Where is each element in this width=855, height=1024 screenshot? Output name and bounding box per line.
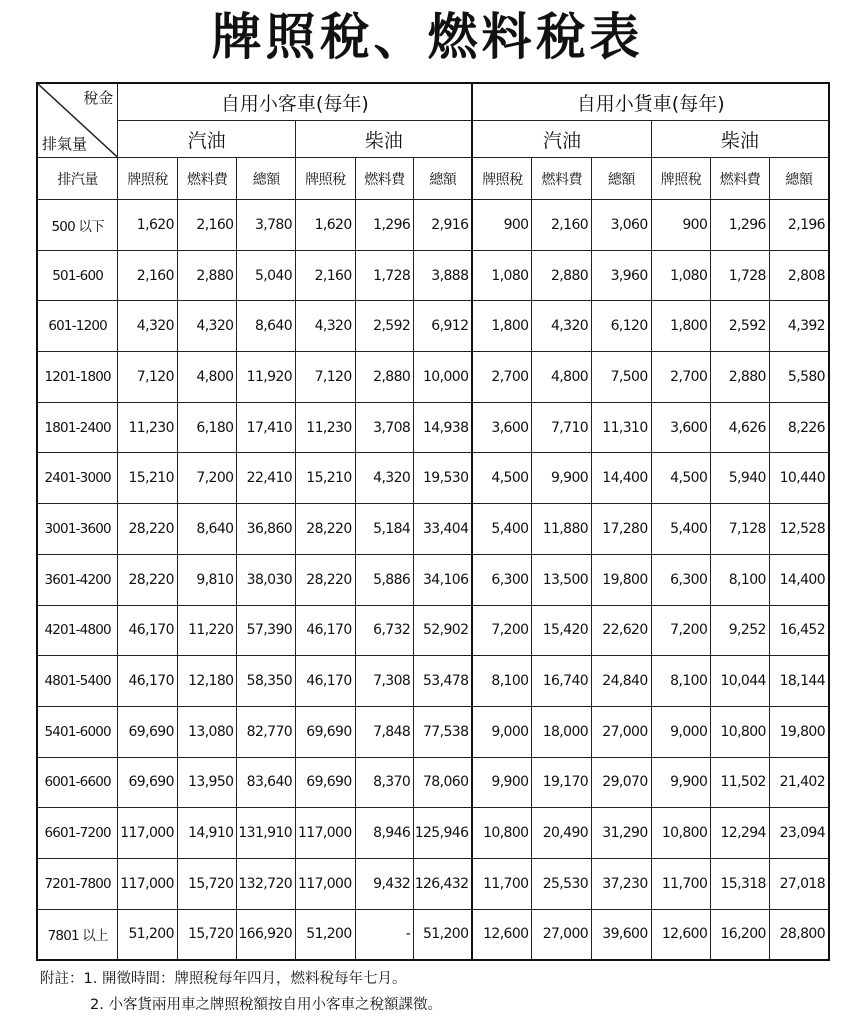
tax-value-cell: 7,848 <box>355 706 414 757</box>
tax-value-cell: 2,916 <box>414 200 473 251</box>
tax-value-cell: 6,120 <box>592 301 652 352</box>
tax-value-cell: 3,060 <box>592 200 652 251</box>
tax-value-cell: 6,180 <box>177 402 237 453</box>
displacement-cell: 4201-4800 <box>37 605 118 656</box>
tax-value-cell: 69,690 <box>296 757 356 808</box>
tax-value-cell: 33,404 <box>414 504 473 555</box>
tax-value-cell: 1,296 <box>355 200 414 251</box>
tax-value-cell: 6,300 <box>472 554 532 605</box>
tax-value-cell: 1,728 <box>355 250 414 301</box>
tax-value-cell: 9,900 <box>472 757 532 808</box>
footnote: 2. 小客貨兩用車之牌照稅額按自用小客車之稅額課徵。 <box>90 997 442 1013</box>
tax-value-cell: 11,700 <box>651 858 711 909</box>
tax-value-cell: 19,170 <box>532 757 592 808</box>
tax-value-cell: 53,478 <box>414 656 473 707</box>
tax-value-cell: 15,210 <box>296 453 356 504</box>
displacement-cell: 6001-6600 <box>37 757 118 808</box>
tax-value-cell: 28,220 <box>118 554 178 605</box>
tax-value-cell: 8,100 <box>711 554 770 605</box>
displacement-cell: 7201-7800 <box>37 858 118 909</box>
tax-value-cell: 10,440 <box>769 453 829 504</box>
tax-value-cell: 46,170 <box>296 605 356 656</box>
tax-value-cell: 20,490 <box>532 808 592 859</box>
tax-value-cell: 22,620 <box>592 605 652 656</box>
subcolumn-header: 牌照稅 <box>472 158 532 200</box>
tax-value-cell: 46,170 <box>296 656 356 707</box>
tax-value-cell: 69,690 <box>118 706 178 757</box>
tax-value-cell: 3,600 <box>472 402 532 453</box>
tax-value-cell: 1,800 <box>472 301 532 352</box>
tax-value-cell: 3,960 <box>592 250 652 301</box>
tax-value-cell: 39,600 <box>592 909 652 960</box>
displacement-cell: 500 以下 <box>37 200 118 251</box>
table-row <box>37 200 829 251</box>
tax-value-cell: 12,600 <box>651 909 711 960</box>
tax-value-cell: 5,040 <box>237 250 296 301</box>
tax-value-cell: 19,530 <box>414 453 473 504</box>
displacement-cell: 5401-6000 <box>37 706 118 757</box>
tax-value-cell: 14,910 <box>177 808 237 859</box>
tax-value-cell: 2,160 <box>118 250 178 301</box>
tax-value-cell: 2,160 <box>177 200 237 251</box>
tax-value-cell: 2,700 <box>651 352 711 403</box>
tax-value-cell: - <box>355 909 414 960</box>
tax-value-cell: 11,880 <box>532 504 592 555</box>
tax-value-cell: 2,592 <box>711 301 770 352</box>
tax-value-cell: 1,800 <box>651 301 711 352</box>
tax-value-cell: 8,640 <box>237 301 296 352</box>
table-row <box>37 453 829 504</box>
table-row <box>37 605 829 656</box>
tax-value-cell: 22,410 <box>237 453 296 504</box>
tax-value-cell: 21,402 <box>769 757 829 808</box>
tax-value-cell: 18,000 <box>532 706 592 757</box>
subcolumn-header: 燃料費 <box>355 158 414 200</box>
tax-value-cell: 2,160 <box>532 200 592 251</box>
corner-top-label: 稅金 <box>83 89 114 107</box>
displacement-cell: 1801-2400 <box>37 402 118 453</box>
tax-value-cell: 28,220 <box>118 504 178 555</box>
tax-value-cell: 5,184 <box>355 504 414 555</box>
tax-value-cell: 4,500 <box>651 453 711 504</box>
tax-value-cell: 117,000 <box>118 808 178 859</box>
table-row <box>37 706 829 757</box>
subcolumn-header: 總額 <box>769 158 829 200</box>
tax-value-cell: 2,880 <box>532 250 592 301</box>
subcolumn-header: 牌照稅 <box>296 158 356 200</box>
tax-value-cell: 16,740 <box>532 656 592 707</box>
fuel-header: 汽油 <box>118 121 296 158</box>
tax-value-cell: 16,452 <box>769 605 829 656</box>
tax-value-cell: 8,100 <box>472 656 532 707</box>
displacement-cell: 1201-1800 <box>37 352 118 403</box>
tax-value-cell: 11,230 <box>296 402 356 453</box>
tax-value-cell: 10,044 <box>711 656 770 707</box>
tax-value-cell: 7,200 <box>472 605 532 656</box>
tax-value-cell: 16,200 <box>711 909 770 960</box>
tax-value-cell: 28,220 <box>296 504 356 555</box>
tax-value-cell: 78,060 <box>414 757 473 808</box>
tax-value-cell: 6,300 <box>651 554 711 605</box>
tax-value-cell: 9,810 <box>177 554 237 605</box>
tax-value-cell: 132,720 <box>237 858 296 909</box>
table-row <box>37 554 829 605</box>
tax-value-cell: 2,880 <box>711 352 770 403</box>
tax-value-cell: 1,620 <box>118 200 178 251</box>
tax-value-cell: 14,400 <box>769 554 829 605</box>
tax-value-cell: 900 <box>651 200 711 251</box>
tax-value-cell: 19,800 <box>592 554 652 605</box>
group-header-passenger: 自用小客車(每年) <box>118 83 473 121</box>
tax-value-cell: 15,720 <box>177 909 237 960</box>
displacement-cell: 501-600 <box>37 250 118 301</box>
tax-value-cell: 4,500 <box>472 453 532 504</box>
tax-value-cell: 83,640 <box>237 757 296 808</box>
tax-value-cell: 8,100 <box>651 656 711 707</box>
tax-value-cell: 2,700 <box>472 352 532 403</box>
table-row <box>37 504 829 555</box>
displacement-cell: 3601-4200 <box>37 554 118 605</box>
tax-value-cell: 2,880 <box>355 352 414 403</box>
tax-value-cell: 27,018 <box>769 858 829 909</box>
tax-value-cell: 34,106 <box>414 554 473 605</box>
tax-value-cell: 1,296 <box>711 200 770 251</box>
tax-value-cell: 2,592 <box>355 301 414 352</box>
tax-value-cell: 4,320 <box>177 301 237 352</box>
tax-value-cell: 8,226 <box>769 402 829 453</box>
tax-value-cell: 5,400 <box>651 504 711 555</box>
displacement-cell: 601-1200 <box>37 301 118 352</box>
tax-value-cell: 900 <box>472 200 532 251</box>
subcolumn-header: 總額 <box>592 158 652 200</box>
tax-value-cell: 11,310 <box>592 402 652 453</box>
tax-value-cell: 52,902 <box>414 605 473 656</box>
tax-value-cell: 19,800 <box>769 706 829 757</box>
tax-value-cell: 36,860 <box>237 504 296 555</box>
tax-value-cell: 4,320 <box>355 453 414 504</box>
tax-value-cell: 12,180 <box>177 656 237 707</box>
tax-value-cell: 117,000 <box>296 808 356 859</box>
subcolumn-header: 牌照稅 <box>651 158 711 200</box>
table-row <box>37 757 829 808</box>
tax-value-cell: 17,280 <box>592 504 652 555</box>
tax-value-cell: 51,200 <box>118 909 178 960</box>
tax-value-cell: 3,888 <box>414 250 473 301</box>
tax-value-cell: 14,938 <box>414 402 473 453</box>
corner-bottom-label: 排氣量 <box>42 135 88 153</box>
table-row <box>37 250 829 301</box>
tax-value-cell: 46,170 <box>118 605 178 656</box>
tax-value-cell: 3,780 <box>237 200 296 251</box>
tax-value-cell: 69,690 <box>296 706 356 757</box>
tax-value-cell: 7,710 <box>532 402 592 453</box>
tax-value-cell: 4,320 <box>296 301 356 352</box>
tax-value-cell: 7,200 <box>177 453 237 504</box>
tax-value-cell: 4,320 <box>118 301 178 352</box>
table-row <box>37 352 829 403</box>
tax-value-cell: 9,252 <box>711 605 770 656</box>
tax-value-cell: 51,200 <box>414 909 473 960</box>
tax-value-cell: 15,210 <box>118 453 178 504</box>
tax-value-cell: 15,720 <box>177 858 237 909</box>
tax-value-cell: 11,220 <box>177 605 237 656</box>
tax-value-cell: 10,800 <box>711 706 770 757</box>
tax-value-cell: 4,392 <box>769 301 829 352</box>
tax-value-cell: 77,538 <box>414 706 473 757</box>
tax-value-cell: 25,530 <box>532 858 592 909</box>
subcolumn-header: 燃料費 <box>177 158 237 200</box>
tax-value-cell: 1,620 <box>296 200 356 251</box>
tax-value-cell: 8,370 <box>355 757 414 808</box>
tax-value-cell: 3,600 <box>651 402 711 453</box>
tax-value-cell: 9,432 <box>355 858 414 909</box>
tax-value-cell: 7,128 <box>711 504 770 555</box>
tax-value-cell: 27,000 <box>592 706 652 757</box>
tax-value-cell: 28,800 <box>769 909 829 960</box>
subcolumn-header: 牌照稅 <box>118 158 178 200</box>
tax-value-cell: 11,502 <box>711 757 770 808</box>
tax-value-cell: 5,580 <box>769 352 829 403</box>
tax-value-cell: 15,420 <box>532 605 592 656</box>
tax-value-cell: 3,708 <box>355 402 414 453</box>
tax-value-cell: 1,080 <box>472 250 532 301</box>
tax-value-cell: 28,220 <box>296 554 356 605</box>
table-row <box>37 402 829 453</box>
tax-value-cell: 117,000 <box>296 858 356 909</box>
tax-value-cell: 31,290 <box>592 808 652 859</box>
tax-value-cell: 4,320 <box>532 301 592 352</box>
footnote: 附註：1. 開徵時間：牌照稅每年四月，燃料稅每年七月。 <box>40 971 407 987</box>
displacement-column-header: 排汽量 <box>37 158 118 200</box>
tax-value-cell: 18,144 <box>769 656 829 707</box>
tax-value-cell: 38,030 <box>237 554 296 605</box>
page-title: 牌照稅、燃料稅表 <box>211 7 644 66</box>
tax-value-cell: 4,800 <box>177 352 237 403</box>
tax-value-cell: 1,080 <box>651 250 711 301</box>
tax-value-cell: 24,840 <box>592 656 652 707</box>
tax-value-cell: 46,170 <box>118 656 178 707</box>
tax-value-cell: 23,094 <box>769 808 829 859</box>
displacement-cell: 2401-3000 <box>37 453 118 504</box>
tax-value-cell: 2,880 <box>177 250 237 301</box>
tax-value-cell: 9,000 <box>651 706 711 757</box>
table-row <box>37 858 829 909</box>
table-row <box>37 808 829 859</box>
group-header-truck: 自用小貨車(每年) <box>472 83 829 121</box>
tax-value-cell: 9,000 <box>472 706 532 757</box>
tax-value-cell: 57,390 <box>237 605 296 656</box>
tax-value-cell: 7,200 <box>651 605 711 656</box>
tax-value-cell: 12,600 <box>472 909 532 960</box>
tax-value-cell: 13,080 <box>177 706 237 757</box>
tax-value-cell: 2,160 <box>296 250 356 301</box>
tax-value-cell: 11,230 <box>118 402 178 453</box>
tax-value-cell: 10,800 <box>651 808 711 859</box>
tax-value-cell: 37,230 <box>592 858 652 909</box>
tax-value-cell: 11,700 <box>472 858 532 909</box>
tax-value-cell: 7,120 <box>118 352 178 403</box>
subcolumn-header: 燃料費 <box>532 158 592 200</box>
tax-value-cell: 58,350 <box>237 656 296 707</box>
tax-value-cell: 15,318 <box>711 858 770 909</box>
tax-value-cell: 10,800 <box>472 808 532 859</box>
tax-value-cell: 126,432 <box>414 858 473 909</box>
tax-value-cell: 29,070 <box>592 757 652 808</box>
tax-value-cell: 7,120 <box>296 352 356 403</box>
displacement-cell: 7801 以上 <box>37 909 118 960</box>
tax-value-cell: 131,910 <box>237 808 296 859</box>
tax-value-cell: 27,000 <box>532 909 592 960</box>
tax-value-cell: 2,196 <box>769 200 829 251</box>
tax-value-cell: 8,640 <box>177 504 237 555</box>
fuel-header: 汽油 <box>472 121 651 158</box>
tax-value-cell: 117,000 <box>118 858 178 909</box>
tax-value-cell: 1,728 <box>711 250 770 301</box>
tax-value-cell: 17,410 <box>237 402 296 453</box>
tax-value-cell: 13,500 <box>532 554 592 605</box>
tax-value-cell: 2,808 <box>769 250 829 301</box>
tax-value-cell: 14,400 <box>592 453 652 504</box>
tax-value-cell: 7,308 <box>355 656 414 707</box>
tax-value-cell: 5,940 <box>711 453 770 504</box>
tax-value-cell: 11,920 <box>237 352 296 403</box>
tax-value-cell: 10,000 <box>414 352 473 403</box>
displacement-cell: 3001-3600 <box>37 504 118 555</box>
tax-value-cell: 6,732 <box>355 605 414 656</box>
tax-value-cell: 12,528 <box>769 504 829 555</box>
tax-value-cell: 6,912 <box>414 301 473 352</box>
tax-value-cell: 125,946 <box>414 808 473 859</box>
footnotes <box>40 966 830 1018</box>
tax-value-cell: 166,920 <box>237 909 296 960</box>
fuel-header: 柴油 <box>296 121 473 158</box>
tax-value-cell: 69,690 <box>118 757 178 808</box>
corner-header-cell <box>37 83 118 158</box>
tax-value-cell: 82,770 <box>237 706 296 757</box>
subcolumn-header: 燃料費 <box>711 158 770 200</box>
displacement-cell: 4801-5400 <box>37 656 118 707</box>
tax-value-cell: 13,950 <box>177 757 237 808</box>
tax-value-cell: 4,800 <box>532 352 592 403</box>
tax-value-cell: 51,200 <box>296 909 356 960</box>
table-row <box>37 909 829 960</box>
fuel-header: 柴油 <box>651 121 829 158</box>
table-row <box>37 301 829 352</box>
subcolumn-header: 總額 <box>237 158 296 200</box>
table-row <box>37 656 829 707</box>
tax-value-cell: 9,900 <box>532 453 592 504</box>
tax-value-cell: 7,500 <box>592 352 652 403</box>
tax-table <box>36 82 830 961</box>
tax-value-cell: 5,400 <box>472 504 532 555</box>
tax-value-cell: 4,626 <box>711 402 770 453</box>
displacement-cell: 6601-7200 <box>37 808 118 859</box>
subcolumn-header: 總額 <box>414 158 473 200</box>
tax-value-cell: 12,294 <box>711 808 770 859</box>
tax-value-cell: 8,946 <box>355 808 414 859</box>
tax-value-cell: 5,886 <box>355 554 414 605</box>
tax-value-cell: 9,900 <box>651 757 711 808</box>
